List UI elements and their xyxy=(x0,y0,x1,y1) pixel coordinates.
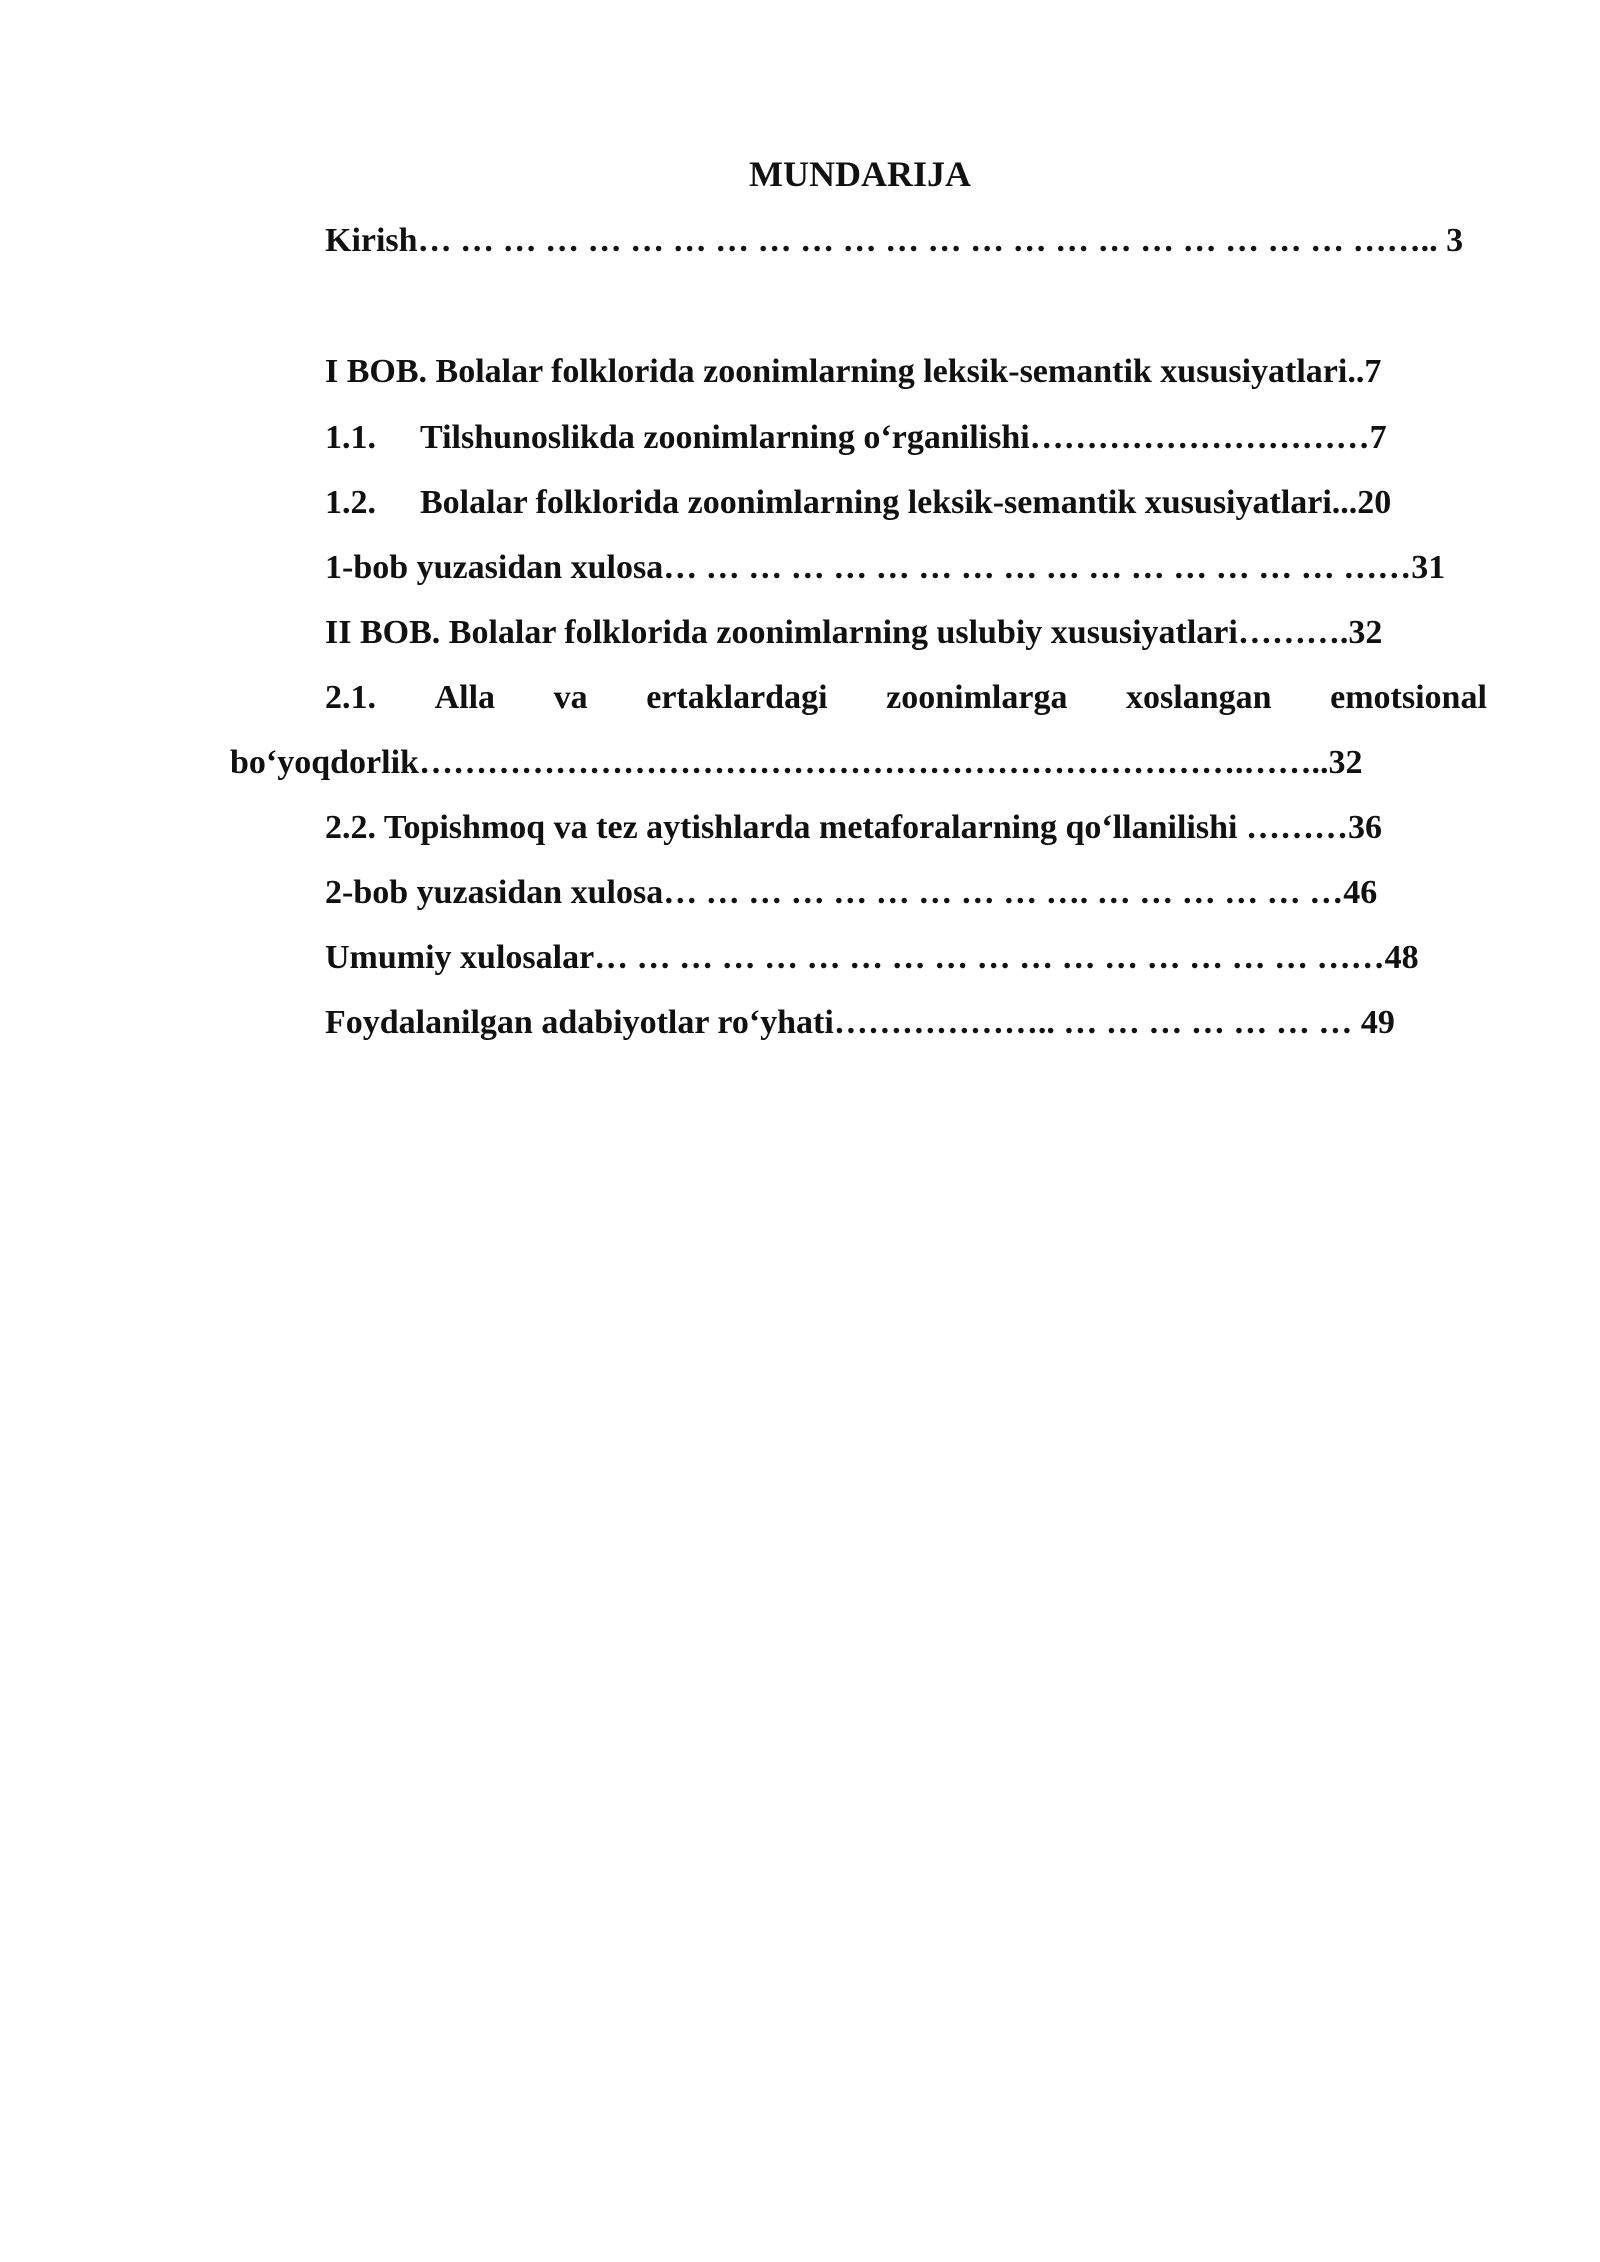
toc-entry-conclusion-1: 1-bob yuzasidan xulosa… … … … … … … … … … … … … … … … ……31 xyxy=(325,549,1446,586)
toc-entry-bibliography: Foydalanilgan adabiyotlar ro‘yhati……………….. … … … … … … … 49 xyxy=(325,1004,1395,1041)
title-container xyxy=(0,152,1600,196)
toc-entry-chapter-2: II BOB. Bolalar folklorida zoonimlarning uslubiy xususiyatlari……….32 xyxy=(325,614,1383,651)
toc-word: Alla xyxy=(434,679,496,716)
toc-entry-kirish: Kirish… … … … … … … … … … … … … … … … … … … … … … …….. 3 xyxy=(325,222,1464,259)
toc-entry-section-1-2 xyxy=(325,481,1487,525)
toc-entry-section-1-1 xyxy=(325,416,1487,460)
toc-entry-general-conclusions: Umumiy xulosalar… … … … … … … … … … … … … … … … … ……48 xyxy=(325,939,1419,976)
toc-word: va xyxy=(553,679,588,716)
toc-word: 2.1. xyxy=(325,679,376,716)
toc-word: xoslangan xyxy=(1126,679,1272,716)
toc-entry-chapter-1: I BOB. Bolalar folklorida zoonimlarning leksik-semantik xususiyatlari..7 xyxy=(325,353,1382,390)
toc-entry-conclusion-2: 2-bob yuzasidan xulosa… … … … … … … … … …. … … … … … …46 xyxy=(325,874,1378,911)
toc-entry-section-2-2: 2.2. Topishmoq va tez aytishlarda metaforalarning qo‘llanilishi ………36 xyxy=(325,809,1382,846)
toc-word: ertaklardagi xyxy=(646,679,828,716)
toc-word: zoonimlarga xyxy=(886,679,1068,716)
section-number: 1.1. xyxy=(325,419,376,456)
toc-word: emotsional xyxy=(1330,679,1487,716)
section-title: Tilshunoslikda zoonimlarning o‘rganilishi…………………………7 xyxy=(420,419,1387,456)
section-number: 1.2. xyxy=(325,484,376,521)
page-title: MUNDARIJA xyxy=(749,154,971,194)
toc-entry-section-2-1-continued: bo‘yoqdorlik……………………………………………………………….……..32 xyxy=(230,744,1363,781)
toc-entry-section-2-1 xyxy=(325,676,1487,720)
section-title: Bolalar folklorida zoonimlarning leksik-semantik xususiyatlari...20 xyxy=(420,484,1392,521)
